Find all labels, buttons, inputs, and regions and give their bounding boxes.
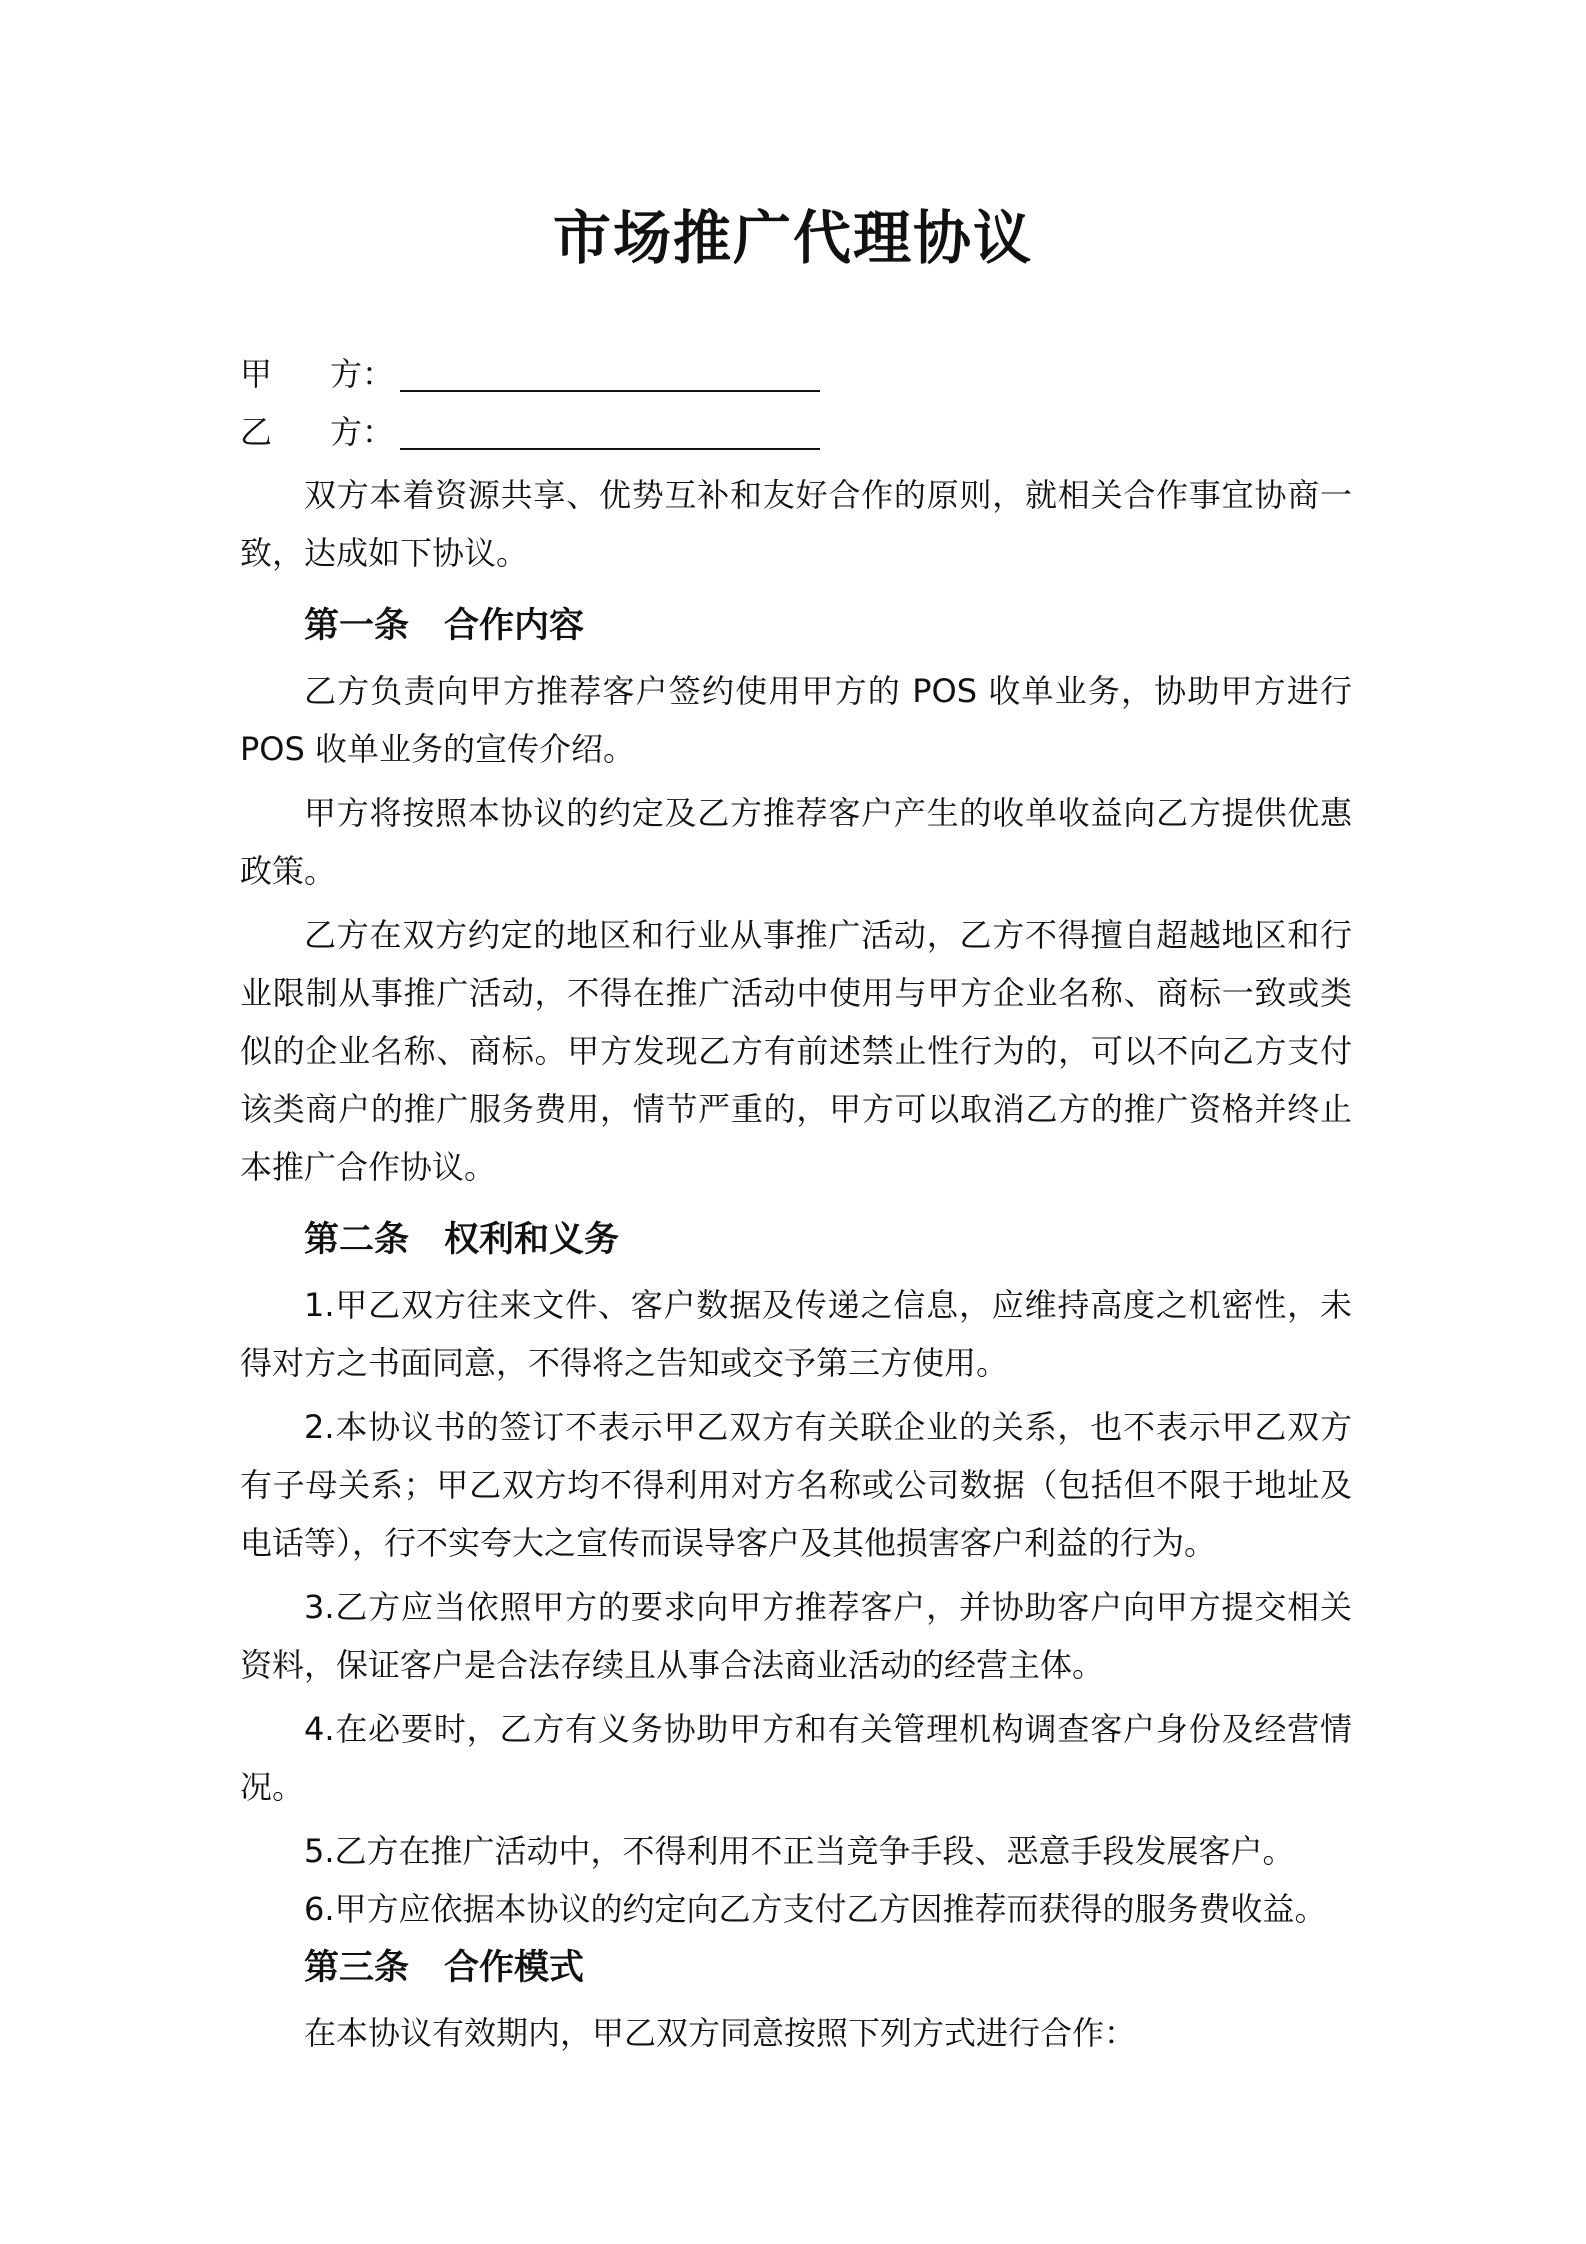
article-2-clause: 1.甲乙双方往来文件、客户数据及传递之信息，应维持高度之机密性，未得对方之书面同意，不得将之告知或交予第三方使用。	[240, 1286, 1352, 1382]
article-2-clause: 6.甲方应依据本协议的约定向乙方支付乙方因推荐而获得的服务费收益。	[304, 1890, 1327, 1928]
article-1-paragraph: 乙方负责向甲方推荐客户签约使用甲方的 POS 收单业务，协助甲方进行 POS 收单业务的宣传介绍。	[240, 672, 1352, 768]
party-b-label-char2: 方：	[330, 413, 395, 451]
intro-paragraph: 双方本着资源共享、优势互补和友好合作的原则，就相关合作事宜协商一致，达成如下协议。	[240, 476, 1352, 572]
party-b-blank-line	[400, 408, 820, 450]
party-b-row	[240, 408, 820, 456]
article-2-heading: 第二条 权利和义务	[304, 1220, 620, 1260]
article-1-paragraph: 甲方将按照本协议的约定及乙方推荐客户产生的收单收益向乙方提供优惠政策。	[240, 794, 1352, 890]
party-a-label-char2: 方：	[330, 355, 395, 393]
article-2-clause: 5.乙方在推广活动中，不得利用不正当竞争手段、恶意手段发展客户。	[304, 1832, 1295, 1870]
page-title: 市场推广代理协议	[552, 204, 1033, 272]
party-a-label-char1: 甲	[240, 355, 273, 393]
article-3-paragraph: 在本协议有效期内，甲乙双方同意按照下列方式进行合作：	[304, 2014, 1137, 2052]
party-b-label-char1: 乙	[240, 413, 273, 451]
article-1-heading: 第一条 合作内容	[304, 606, 585, 646]
article-2-clause: 4.在必要时，乙方有义务协助甲方和有关管理机构调查客户身份及经营情况。	[240, 1710, 1352, 1806]
document-body	[240, 466, 1352, 2062]
party-a-blank-line	[400, 350, 820, 392]
party-a-row	[240, 350, 820, 398]
article-2-clause: 2.本协议书的签订不表示甲乙双方有关联企业的关系，也不表示甲乙双方有子母关系；甲乙双方均不得利用对方名称或公司数据（包括但不限于地址及电话等），行不实夸大之宣传而误导客户及其他损害客户利益的行为。	[240, 1408, 1352, 1562]
article-2-clause: 3.乙方应当依照甲方的要求向甲方推荐客户，并协助客户向甲方提交相关资料，保证客户是合法存续且从事合法商业活动的经营主体。	[240, 1588, 1352, 1684]
article-1-paragraph: 乙方在双方约定的地区和行业从事推广活动，乙方不得擅自超越地区和行业限制从事推广活动，不得在推广活动中使用与甲方企业名称、商标一致或类似的企业名称、商标。甲方发现乙方有前述禁止性行为的，可以不向乙方支付该类商户的推广服务费用，情节严重的，甲方可以取消乙方的推广资格并终止本推广合作协议。	[240, 916, 1352, 1186]
article-3-heading: 第三条 合作模式	[304, 1948, 585, 1988]
